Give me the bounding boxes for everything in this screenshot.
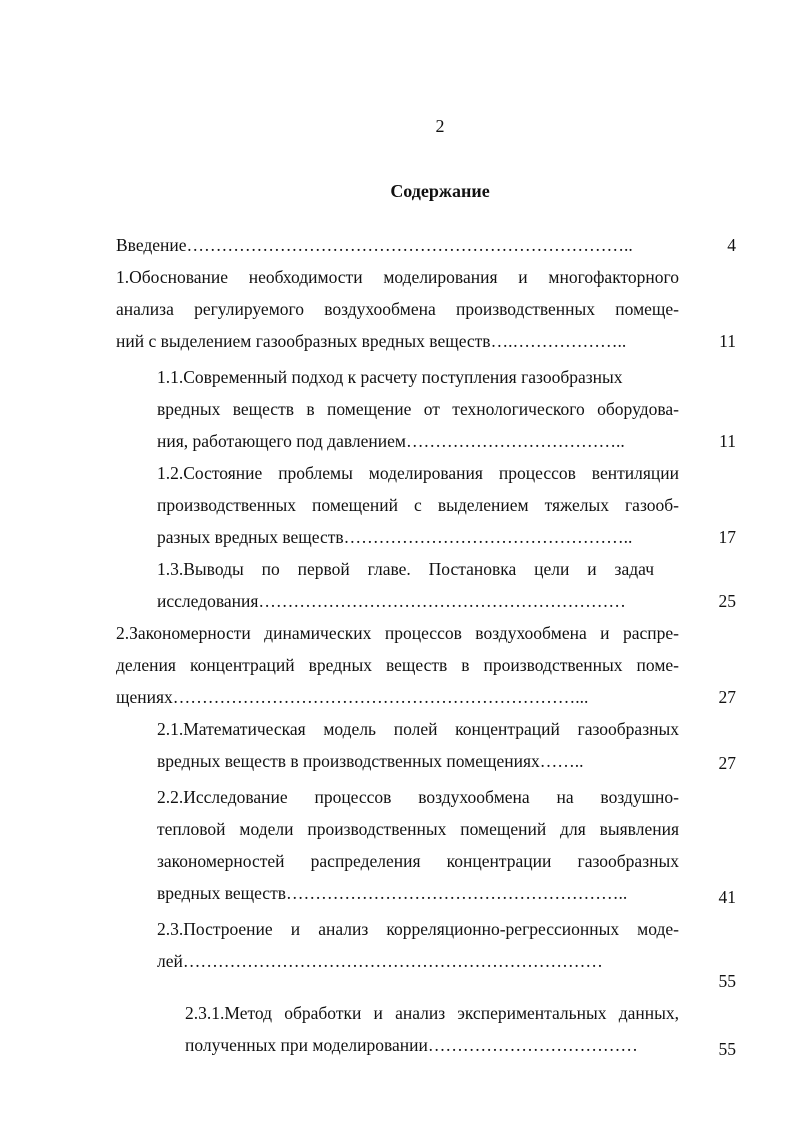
toc-entry-text: исследования……………………………………………………… [157,591,626,611]
toc-entry-page: 41 [718,887,736,907]
toc-entry-text: 2.1.Математическая модель полей концентраций газообразных [157,719,679,739]
toc-title: Содержание [390,181,490,201]
toc-entry-text: 1.1.Современный подход к расчету поступления газообразных [157,367,623,387]
toc-entry-page: 55 [718,971,736,991]
toc-entry-text: разных вредных веществ………………………………………….. [157,527,633,547]
toc-entry-text: анализа регулируемого воздухообмена производственных помеще- [116,299,679,319]
toc-entry-page: 11 [719,331,736,351]
toc-entry-page: 27 [718,753,736,773]
toc-entry-text: 2.3.Построение и анализ корреляционно-регрессионных моде- [157,919,679,939]
toc-entry-text: 1.2.Состояние проблемы моделирования процессов вентиляции [157,463,679,483]
toc-entry-text: 2.3.1.Метод обработки и анализ экспериментальных данных, [185,1003,679,1023]
toc-entry-page: 11 [719,431,736,451]
toc-entry-page: 4 [727,235,736,255]
toc-entry-text: Введение………………………………………………………………….. [116,235,633,255]
toc-entry-text: вредных веществ в помещение от технологического оборудова- [157,399,679,419]
toc-entry-text: 1.Обоснование необходимости моделирования и многофакторного [116,267,679,287]
toc-entry-text: вредных веществ в производственных помещениях…….. [157,751,584,771]
toc-entry-text: ний с выделением газообразных вредных веществ….……………….. [116,331,627,351]
toc-entry-text: щениях……………………………………………………………... [116,687,589,707]
toc-entry-text: 2.Закономерности динамических процессов воздухообмена и распре- [116,623,679,643]
toc-entry-text: тепловой модели производственных помещений для выявления [157,819,679,839]
page-number: 2 [435,116,445,136]
toc-entry-page: 55 [718,1039,736,1059]
toc-entry-text: производственных помещений с выделением тяжелых газооб- [157,495,679,515]
toc-entry-text: 2.2.Исследование процессов воздухообмена на воздушно- [157,787,679,807]
toc-entry-text: закономерностей распределения концентрации газообразных [157,851,679,871]
toc-entry-text: лей……………………………………………………………… [157,951,603,971]
toc-entry-page: 25 [718,591,736,611]
toc-entry-text: полученных при моделировании……………………………… [185,1035,638,1055]
toc-entry-text: ния, работающего под давлением……………………………….. [157,431,625,451]
toc-entry-page: 17 [718,527,736,547]
toc-entry-text: вредных веществ………………………………………………….. [157,883,628,903]
toc-entry-page: 27 [718,687,736,707]
toc-entry-text: деления концентраций вредных веществ в производственных поме- [116,655,679,675]
toc-entry-text: 1.3.Выводы по первой главе. Постановка цели и задач [157,559,654,579]
